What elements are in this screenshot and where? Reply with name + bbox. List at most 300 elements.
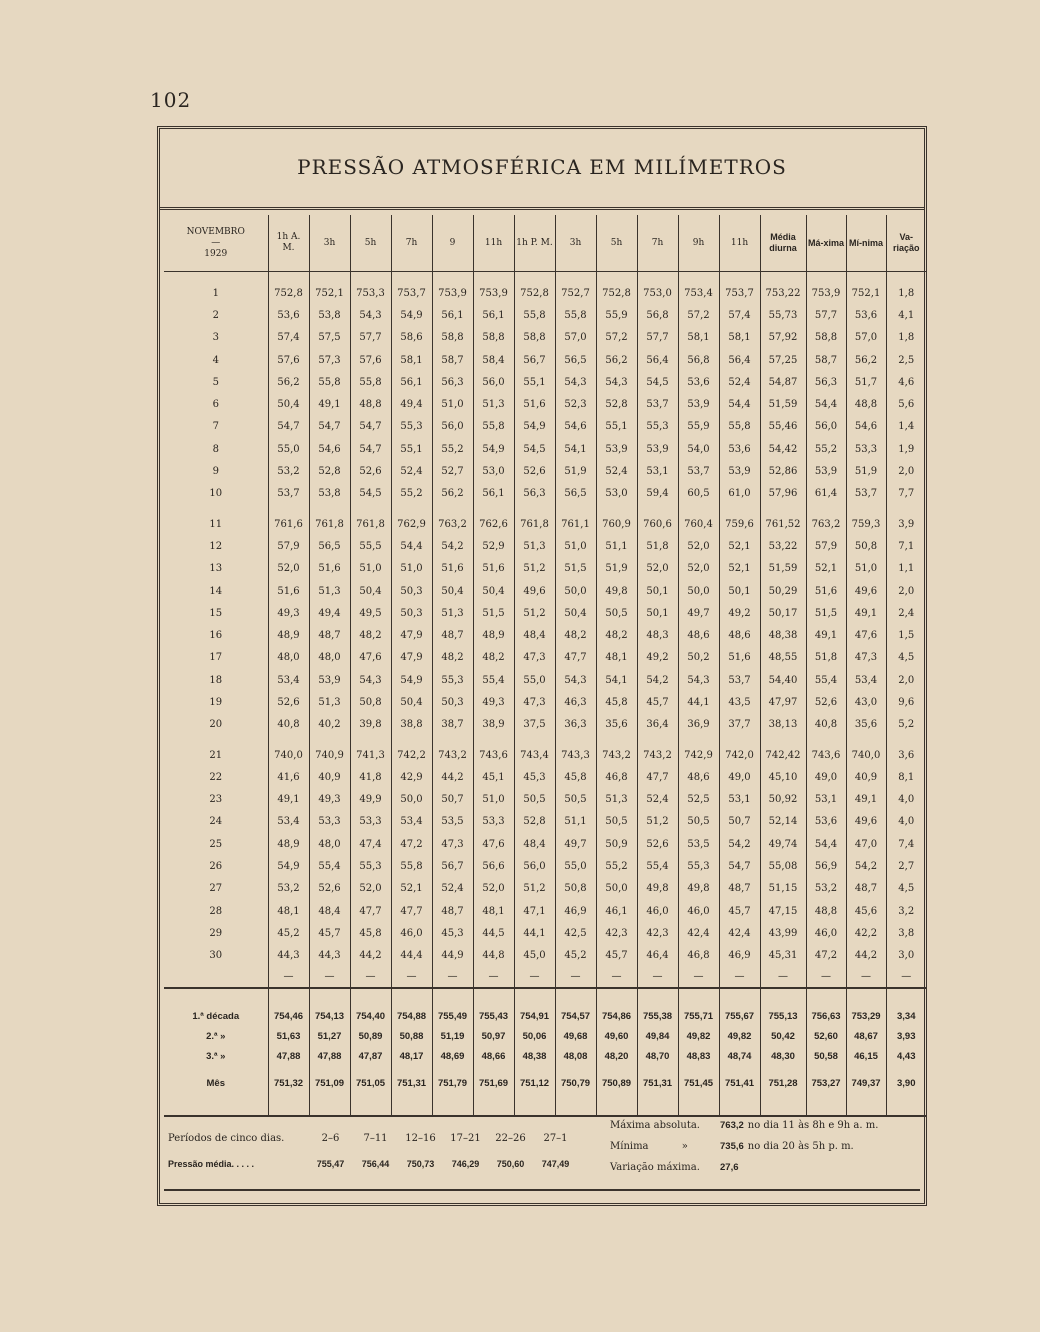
spacer-cell [806,272,846,283]
hour-header: 1h A. M. [268,215,309,272]
value-cell: 51,3 [596,789,637,811]
value-cell: 52,8 [514,811,555,833]
value-cell: 3,6 [886,744,926,766]
value-cell: 50,92 [760,789,806,811]
value-cell: 55,0 [268,438,309,460]
hour-header: 9h [678,215,719,272]
dash-cell: — [760,967,806,988]
value-cell: 754,86 [596,1007,637,1027]
day-cell: 1 [212,287,219,299]
value-cell: 50,58 [806,1047,846,1067]
pressure-row [168,1151,608,1177]
value-cell: 52,0 [350,878,391,900]
day-cell: 3 [212,332,219,344]
value-cell: 54,4 [806,393,846,415]
value-cell: 44,9 [432,945,473,967]
value-cell: 754,88 [391,1007,432,1027]
value-cell: 55,2 [806,438,846,460]
value-cell: 54,42 [760,438,806,460]
value-cell: 38,7 [432,714,473,736]
value-cell: 751,28 [760,1067,806,1101]
month-dash: — [211,237,221,248]
spacer-cell [678,272,719,283]
value-cell: 51,2 [514,558,555,580]
spacer-cell [268,736,309,744]
value-cell: 55,4 [637,855,678,877]
value-cell: 56,8 [678,349,719,371]
value-cell: 55,3 [350,855,391,877]
value-cell: 53,4 [268,811,309,833]
value-cell: 47,1 [514,900,555,922]
spacer-cell [886,988,926,1007]
value-cell: 55,3 [432,669,473,691]
value-cell: 49,68 [555,1027,596,1047]
day-cell: 8 [212,443,219,455]
value-cell: 43,0 [846,691,886,713]
value-cell: 47,7 [637,766,678,788]
value-cell: 55,08 [760,855,806,877]
value-cell: 52,8 [309,460,350,482]
row-label: 1.ª década [192,1011,240,1023]
value-cell: 52,5 [678,789,719,811]
value-cell: 35,6 [846,714,886,736]
value-cell: 45,1 [473,766,514,788]
value-cell: 58,8 [514,327,555,349]
value-cell: 1,8 [886,282,926,304]
value-cell: 52,0 [473,878,514,900]
value-cell: 54,4 [806,833,846,855]
value-cell: 56,1 [432,304,473,326]
minima-header: Mí-nima [846,215,886,272]
value-cell: 51,59 [760,558,806,580]
value-cell: 751,32 [268,1067,309,1101]
value-cell: 752,1 [846,282,886,304]
value-cell: 54,9 [391,669,432,691]
spacer-cell [760,736,806,744]
value-cell: 52,3 [555,393,596,415]
value-cell: 51,9 [555,460,596,482]
value-cell: 49,9 [350,789,391,811]
value-cell: 49,6 [846,580,886,602]
value-cell: 54,1 [555,438,596,460]
value-cell: 52,6 [350,460,391,482]
value-cell: 48,70 [637,1047,678,1067]
var-value: 27,6 [720,1162,739,1173]
value-cell: 52,6 [309,878,350,900]
min-value: 735,6 [720,1141,744,1152]
period-cell: 7–11 [363,1132,388,1144]
value-cell: 55,9 [596,304,637,326]
value-cell: 762,6 [473,513,514,535]
value-cell: 54,5 [637,371,678,393]
hour-header: 3h [555,215,596,272]
table-row [164,900,926,922]
value-cell: 53,6 [268,304,309,326]
value-cell: 753,22 [760,282,806,304]
spacer-cell [514,988,555,1007]
spacer-cell [164,505,268,513]
page-number: 102 [150,88,192,112]
value-cell: 54,5 [350,483,391,505]
value-cell: 51,3 [514,535,555,557]
value-cell: 8,1 [886,766,926,788]
value-cell: 740,0 [846,744,886,766]
value-cell: 52,0 [268,558,309,580]
value-cell: 45,7 [596,945,637,967]
day-cell: 18 [209,674,223,686]
value-cell: 57,6 [268,349,309,371]
min-label: Mínima [610,1141,649,1152]
value-cell: 50,0 [555,580,596,602]
value-cell: 45,10 [760,766,806,788]
value-cell: 54,2 [846,855,886,877]
value-cell: 742,2 [391,744,432,766]
pressure-cell: 747,49 [541,1159,570,1169]
value-cell: 45,3 [514,766,555,788]
value-cell: 45,2 [268,922,309,944]
value-cell: 753,7 [391,282,432,304]
spacer-row [164,736,926,744]
value-cell: 53,9 [596,438,637,460]
value-cell: 753,29 [846,1007,886,1027]
table-row [164,945,926,967]
value-cell: 755,71 [678,1007,719,1027]
day-cell: 23 [209,794,223,806]
value-cell: 4,1 [886,304,926,326]
spacer-cell [637,505,678,513]
value-cell: 53,6 [719,438,760,460]
value-cell: 55,0 [514,669,555,691]
table-row [164,460,926,482]
value-cell: 754,13 [309,1007,350,1027]
day-cell: 5 [212,376,219,388]
value-cell: 753,9 [806,282,846,304]
value-cell: 52,4 [391,460,432,482]
value-cell: 45,7 [719,900,760,922]
spacer-cell [555,988,596,1007]
value-cell: 48,83 [678,1047,719,1067]
value-cell: 761,8 [309,513,350,535]
spacer-cell [678,988,719,1007]
spacer-cell [637,736,678,744]
value-cell: 761,6 [268,513,309,535]
hour-header: 9 [432,215,473,272]
table-row [164,624,926,646]
value-cell: 52,1 [806,558,846,580]
value-cell: 45,31 [760,945,806,967]
table-row [164,647,926,669]
value-cell: 50,3 [432,691,473,713]
value-cell: 49,1 [846,789,886,811]
table-row [164,744,926,766]
value-cell: 50,4 [473,580,514,602]
value-cell: 53,7 [268,483,309,505]
value-cell: 47,3 [432,833,473,855]
value-cell: 40,8 [268,714,309,736]
day-cell: 7 [212,421,219,433]
spacer-cell [637,988,678,1007]
value-cell: 752,8 [596,282,637,304]
value-cell: 42,2 [846,922,886,944]
value-cell: 51,1 [596,535,637,557]
spacer-cell [806,736,846,744]
dash-cell: — [846,967,886,988]
value-cell: 4,6 [886,371,926,393]
value-cell: 52,6 [514,460,555,482]
spacer-cell [309,988,350,1007]
table-row [164,371,926,393]
max-abs-label: Máxima absoluta. [610,1120,700,1131]
value-cell: 59,4 [637,483,678,505]
value-cell: 50,1 [637,580,678,602]
spacer-cell [719,505,760,513]
day-cell: 26 [209,861,223,873]
value-cell: 55,2 [391,483,432,505]
value-cell: 751,45 [678,1067,719,1101]
value-cell: 50,0 [596,878,637,900]
value-cell: 53,9 [678,393,719,415]
value-cell: 754,57 [555,1007,596,1027]
spacer-cell [164,736,268,744]
day-cell: 11 [209,518,223,530]
value-cell: 52,1 [391,878,432,900]
value-cell: 752,8 [514,282,555,304]
value-cell: 52,6 [268,691,309,713]
value-cell: 47,2 [806,945,846,967]
value-cell: 50,5 [596,811,637,833]
value-cell: 54,4 [391,535,432,557]
value-cell: 762,9 [391,513,432,535]
periods-row [168,1125,608,1151]
value-cell: 1,8 [886,327,926,349]
day-cell: 17 [209,652,223,664]
value-cell: 743,3 [555,744,596,766]
value-cell: 54,7 [268,416,309,438]
value-cell: 56,4 [637,349,678,371]
value-cell: 51,0 [391,558,432,580]
spacer-cell [760,988,806,1007]
value-cell: 53,22 [760,535,806,557]
value-cell: 48,7 [432,624,473,646]
value-cell: 52,4 [596,460,637,482]
value-cell: 752,1 [309,282,350,304]
value-cell: 761,8 [514,513,555,535]
day-cell: 24 [209,816,223,828]
value-cell: 51,3 [432,602,473,624]
table-row [164,438,926,460]
table-row [164,535,926,557]
value-cell: 48,2 [596,624,637,646]
value-cell: 57,2 [678,304,719,326]
value-cell: 51,8 [806,647,846,669]
value-cell: 753,7 [719,282,760,304]
value-cell: 38,9 [473,714,514,736]
dash-cell: — [637,967,678,988]
value-cell: 53,4 [268,669,309,691]
value-cell: 46,1 [596,900,637,922]
value-cell: 45,6 [846,900,886,922]
value-cell: 2,4 [886,602,926,624]
value-cell: 51,6 [309,558,350,580]
title-divider [160,207,924,210]
value-cell: 755,67 [719,1007,760,1027]
value-cell: 749,37 [846,1067,886,1101]
value-cell: 45,7 [637,691,678,713]
value-cell: 44,2 [846,945,886,967]
pressure-cell: 746,29 [451,1159,480,1169]
value-cell: 54,3 [555,371,596,393]
value-cell: 743,2 [637,744,678,766]
hour-header: 11h [719,215,760,272]
hour-header: 5h [350,215,391,272]
value-cell: 55,2 [432,438,473,460]
value-cell: 35,6 [596,714,637,736]
value-cell: 53,9 [637,438,678,460]
value-cell: 55,8 [473,416,514,438]
pressure-cell: 756,44 [361,1159,390,1169]
spacer-cell [514,736,555,744]
value-cell: 53,7 [719,669,760,691]
value-cell: 56,2 [846,349,886,371]
value-cell: 44,4 [391,945,432,967]
value-cell: 54,3 [350,304,391,326]
value-cell: 57,5 [309,327,350,349]
value-cell: 2,7 [886,855,926,877]
value-cell: 754,40 [350,1007,391,1027]
pressure-table [164,215,926,1117]
value-cell: 4,5 [886,647,926,669]
value-cell: 56,0 [432,416,473,438]
value-cell: 47,0 [846,833,886,855]
value-cell: 57,96 [760,483,806,505]
value-cell: 43,99 [760,922,806,944]
value-cell: 57,0 [555,327,596,349]
hour-header: 11h [473,215,514,272]
value-cell: 53,2 [806,878,846,900]
value-cell: 38,8 [391,714,432,736]
hour-header: 7h [391,215,432,272]
value-cell: 751,31 [637,1067,678,1101]
value-cell: 53,1 [637,460,678,482]
value-cell: 53,0 [473,460,514,482]
value-cell: 51,0 [846,558,886,580]
value-cell: 54,0 [678,438,719,460]
value-cell: 54,3 [678,669,719,691]
value-cell: 751,69 [473,1067,514,1101]
value-cell: 53,6 [846,304,886,326]
value-cell: 47,6 [473,833,514,855]
value-cell: 48,4 [514,833,555,855]
value-cell: 49,84 [637,1027,678,1047]
value-cell: 56,9 [806,855,846,877]
extremes-block [610,1115,930,1178]
value-cell: 761,1 [555,513,596,535]
day-cell: 12 [209,540,223,552]
dash-cell: — [555,967,596,988]
value-cell: 48,2 [555,624,596,646]
value-cell: 46,0 [678,900,719,922]
value-cell: 56,0 [473,371,514,393]
day-cell: 30 [209,950,223,962]
value-cell: 752,7 [555,282,596,304]
value-cell: 48,7 [309,624,350,646]
value-cell: 49,82 [678,1027,719,1047]
value-cell: 48,0 [309,833,350,855]
value-cell: 48,2 [432,647,473,669]
max-abs-text: no dia 11 às 8h e 9h a. m. [747,1120,879,1131]
periods-block [168,1125,608,1177]
value-cell: 55,0 [555,855,596,877]
value-cell: 48,7 [719,878,760,900]
value-cell: 58,7 [806,349,846,371]
value-cell: 49,1 [268,789,309,811]
value-cell: 57,4 [719,304,760,326]
spacer-cell [432,736,473,744]
value-cell: 50,97 [473,1027,514,1047]
value-cell: 52,4 [432,878,473,900]
value-cell: 52,9 [473,535,514,557]
value-cell: 743,4 [514,744,555,766]
variacao-header: Va-riação [886,215,926,272]
day-cell: 19 [209,696,223,708]
value-cell: 51,9 [596,558,637,580]
value-cell: 753,0 [637,282,678,304]
value-cell: 40,8 [806,714,846,736]
value-cell: 47,88 [268,1047,309,1067]
value-cell: 49,0 [719,766,760,788]
value-cell: 41,8 [350,766,391,788]
value-cell: 55,4 [309,855,350,877]
day-cell: 15 [209,607,223,619]
value-cell: 45,0 [514,945,555,967]
value-cell: 56,3 [514,483,555,505]
value-cell: 53,6 [806,811,846,833]
value-cell: 53,9 [309,669,350,691]
value-cell: 56,1 [473,483,514,505]
value-cell: 52,6 [637,833,678,855]
value-cell: 753,9 [432,282,473,304]
header-row [164,215,926,272]
value-cell: 45,7 [309,922,350,944]
value-cell: 54,9 [473,438,514,460]
value-cell: 2,0 [886,669,926,691]
value-cell: 60,5 [678,483,719,505]
value-cell: 53,1 [806,789,846,811]
value-cell: 49,82 [719,1027,760,1047]
value-cell: 44,3 [309,945,350,967]
table-row [164,855,926,877]
value-cell: 52,14 [760,811,806,833]
value-cell: 50,3 [391,602,432,624]
day-cell: 16 [209,630,223,642]
spacer-cell [514,272,555,283]
spacer-cell [391,988,432,1007]
value-cell: 743,6 [473,744,514,766]
value-cell: 50,88 [391,1027,432,1047]
value-cell: 755,49 [432,1007,473,1027]
value-cell: 1,9 [886,438,926,460]
value-cell: 36,3 [555,714,596,736]
value-cell: 50,2 [678,647,719,669]
value-cell: 52,0 [678,558,719,580]
spacer-cell [719,988,760,1007]
value-cell: 4,0 [886,811,926,833]
spacer-cell [886,736,926,744]
value-cell: 40,9 [309,766,350,788]
dash-cell: — [596,967,637,988]
value-cell: 53,7 [678,460,719,482]
value-cell: 58,8 [806,327,846,349]
